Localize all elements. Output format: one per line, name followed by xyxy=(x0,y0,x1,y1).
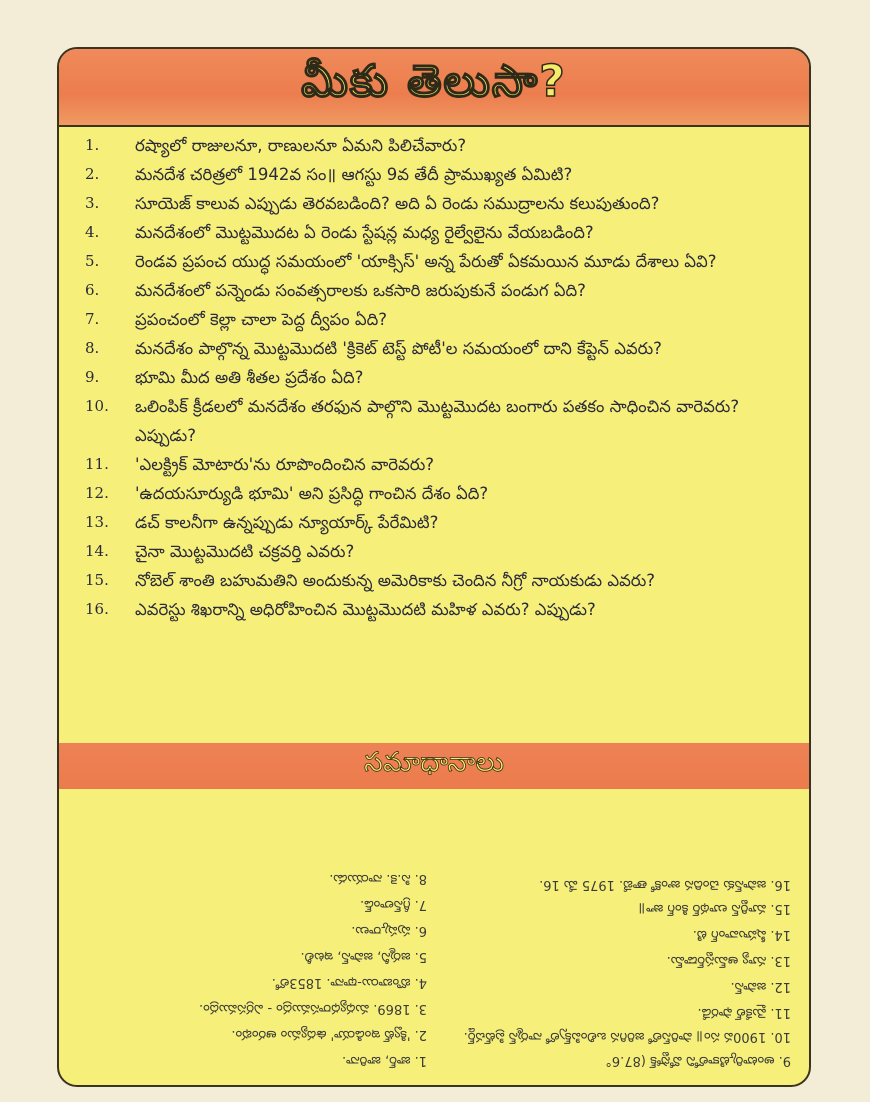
question-text: మనదేశంలో పన్నెండు సంవత్సరాలకు ఒకసారి జరుపుకునే పండుగ ఏది? xyxy=(135,281,586,300)
answer-item: 6. పుష్కరాలు. xyxy=(351,923,427,938)
question-text: 'ఎలక్ట్రిక్ మోటారు'ను రూపొందించిన వారెవరు? xyxy=(135,455,435,474)
answers-banner xyxy=(59,743,809,789)
question-number: 6. xyxy=(85,281,100,299)
question-number: 7. xyxy=(85,310,100,328)
question-number: 3. xyxy=(85,194,100,212)
question-number: 15. xyxy=(85,571,109,589)
question-item xyxy=(85,305,779,334)
question-item xyxy=(85,508,779,537)
question-item xyxy=(85,537,779,566)
answer-item: 12. జపాన్. xyxy=(730,979,791,994)
answers-section-upside-down xyxy=(59,793,809,1083)
question-number: 9. xyxy=(85,368,100,386)
question-text: ఎవరెస్టు శిఖరాన్ని అధిరోహించిన మొట్టమొదటి మహిళ ఎవరు? ఎప్పుడు? xyxy=(135,600,596,619)
answer-item: 3. 1869. మధ్యధరాసముద్రం - ఎర్రసముద్రం. xyxy=(199,1001,427,1016)
question-number: 5. xyxy=(85,252,100,270)
answers-column-left-items xyxy=(71,865,427,1073)
question-text: మనదేశ చరిత్రలో 1942వ సం॥ ఆగస్టు 9వ తేదీ ప్రాముఖ్యత ఏమిటి? xyxy=(135,165,573,184)
question-number: 11. xyxy=(85,455,109,473)
answers-title: సమాధానాలు xyxy=(364,747,504,778)
question-item xyxy=(85,247,779,276)
question-number: 2. xyxy=(85,165,100,183)
answer-item: 8. సి.కె. నాయుడు. xyxy=(329,871,427,886)
question-item xyxy=(85,334,779,363)
page-title: మీకు తెలుసా? xyxy=(301,56,567,107)
question-text: భూమి మీద అతి శీతల ప్రదేశం ఏది? xyxy=(135,368,364,387)
answer-item: 10. 1900వ సం॥ పారిస్‌లో జరిగిన ఒలింపిక్స్‌లో నార్మన్ ప్రిట్‌చర్డ్. xyxy=(463,1029,791,1044)
question-number: 14. xyxy=(85,542,109,560)
question-text: నోబెల్ శాంతి బహుమతిని అందుకున్న అమెరికాకు చెందిన నీగ్రో నాయకుడు ఎవరు? xyxy=(135,571,656,590)
question-list xyxy=(59,131,809,624)
question-item xyxy=(85,131,779,160)
question-text: ప్రపంచంలో కెల్లా చాలా పెద్ద ద్వీపం ఏది? xyxy=(135,310,388,329)
question-item xyxy=(85,479,779,508)
question-number: 4. xyxy=(85,223,100,241)
question-text: మనదేశం పాల్గొన్న మొట్టమొదటి 'క్రికెట్ టెస్ట్ పోటీ'ల సమయంలో దాని కేప్టెన్ ఎవరు? xyxy=(135,339,662,358)
question-item xyxy=(85,566,779,595)
question-text: రెండవ ప్రపంచ యుద్ధ సమయంలో 'యాక్సిస్' అన్న పేరుతో ఏకమయిన మూడు దేశాలు ఏవి? xyxy=(135,252,717,271)
question-item xyxy=(85,595,779,624)
question-number: 12. xyxy=(85,484,109,502)
question-text: 'ఉదయసూర్యుడి భూమి' అని ప్రసిద్ధి గాంచిన దేశం ఏది? xyxy=(135,484,489,503)
question-text: రష్యాలో రాజులనూ, రాణులనూ ఏమని పిలిచేవారు? xyxy=(135,136,467,155)
question-number: 1. xyxy=(85,136,100,154)
question-number: 10. xyxy=(85,397,109,415)
answer-item: 16. జపాన్‌కు చెందిన జుంకో తాబే. 1975 మే 16. xyxy=(539,877,791,892)
quiz-card xyxy=(57,47,811,1087)
answer-item: 4. బొంబాయి-థానా. 1853లో. xyxy=(271,975,427,990)
question-item xyxy=(85,218,779,247)
answer-item: 7. గ్రీన్‌లాండ్. xyxy=(359,897,427,912)
answer-item: 9. అంటార్కిటికాలోని వోస్టోక్ (87.6° xyxy=(605,1053,791,1068)
answer-item: 14. షీహువాంగ్ టి. xyxy=(692,927,791,942)
question-text: మనదేశంలో మొట్టమొదట ఏ రెండు స్టేషన్ల మధ్య రైల్వేలైను వేయబడింది? xyxy=(135,223,594,242)
question-item xyxy=(85,392,779,450)
question-item xyxy=(85,189,779,218)
answer-item: 1. జార్, జారినా. xyxy=(341,1053,427,1068)
answer-item: 5. జర్మనీ, జపాన్, ఇటలీ. xyxy=(300,949,427,964)
answer-item: 2. 'క్విట్ ఇండియా' ఉద్యమం ఆరంభం. xyxy=(231,1027,427,1042)
answer-item: 11. మైకేల్ ఫారడే. xyxy=(697,1005,791,1020)
question-item xyxy=(85,160,779,189)
question-number: 16. xyxy=(85,600,109,618)
question-item xyxy=(85,450,779,479)
question-item xyxy=(85,276,779,305)
question-text: ఒలింపిక్ క్రీడలలో మనదేశం తరఫున పాల్గొని మొట్టమొదట బంగారు పతకం సాధించిన వారెవరు? ఎప్పుడు? xyxy=(135,397,740,445)
answers-column-right-items xyxy=(431,873,791,1073)
question-text: సూయెజ్ కాలువ ఎప్పుడు తెరవబడింది? అది ఏ రెండు సముద్రాలను కలుపుతుంది? xyxy=(135,194,660,213)
question-item xyxy=(85,363,779,392)
answer-item: 15. మార్టిన్ లూథర్ కింగ్ జూ॥ xyxy=(638,901,791,916)
title-banner xyxy=(59,49,809,127)
question-number: 8. xyxy=(85,339,100,357)
answer-item: 13. న్యూ ఆమ్‌స్టర్‌డామ్. xyxy=(666,953,791,968)
question-number: 13. xyxy=(85,513,109,531)
question-text: డచ్ కాలనీగా ఉన్నప్పుడు న్యూయార్క్ పేరేమిటి? xyxy=(135,513,439,532)
question-text: చైనా మొట్టమొదటి చక్రవర్తి ఎవరు? xyxy=(135,542,355,561)
